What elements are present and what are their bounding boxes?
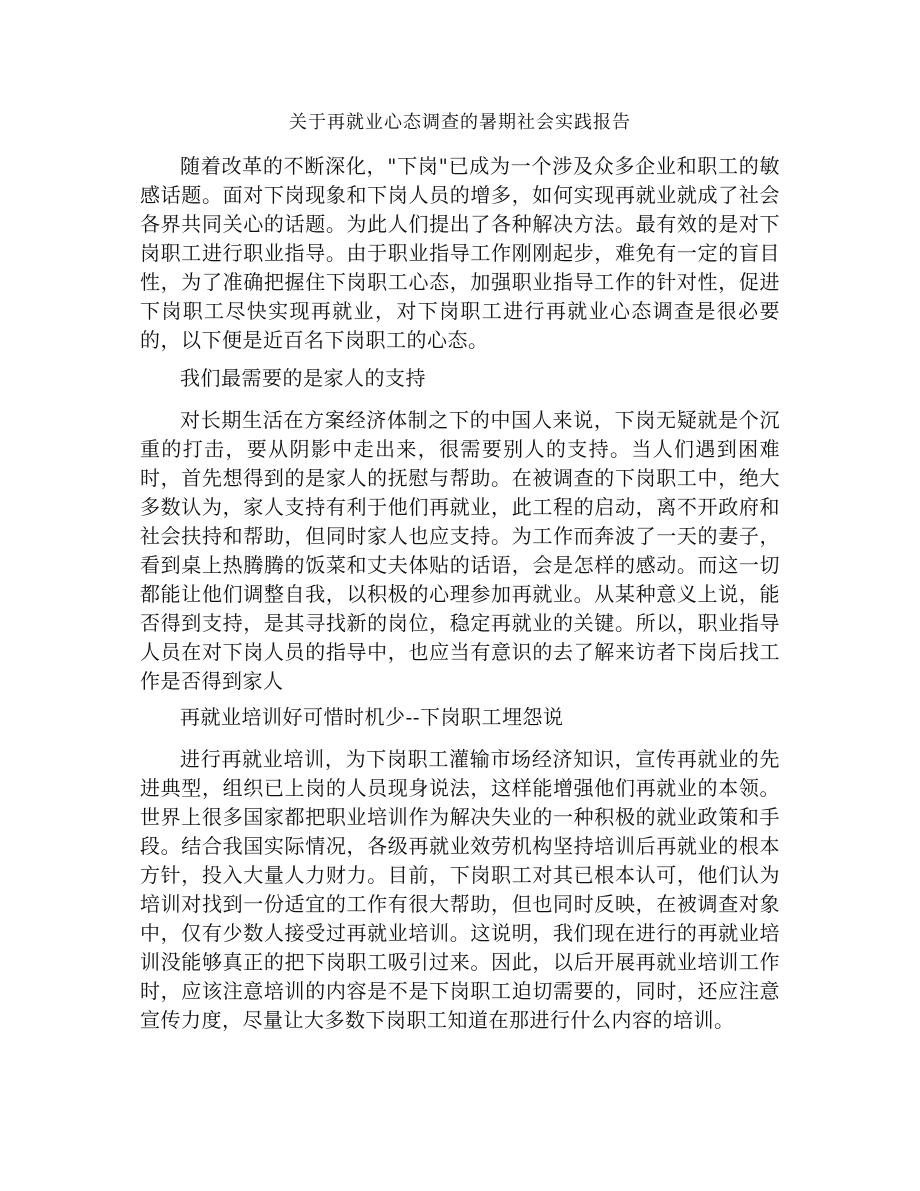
document-title: 关于再就业心态调查的暑期社会实践报告 <box>289 112 631 133</box>
training-paragraph: 进行再就业培训，为下岗职工灌输市场经济知识，宣传再就业的先进典型，组织已上岗的人员现身说法，这样能增强他们再就业的本领。世界上很多国家都把职业培训作为解决失业的一种积极的就业政策和手段。结合我国实际情况，各级再就业效劳机构坚持培训后再就业的根本方针，投入大量人力财力。目前，下岗职工对其已根本认可，他们认为培训对找到一份适宜的工作有很大帮助，但也同时反映，在被调查对象中，仅有少数人接受过再就业培训。这说明，我们现在进行的再就业培训没能够真正的把下岗职工吸引过来。因此，以后开展再就业培训工作时，应该注意培训的内容是不是下岗职工迫切需要的，同时，还应注意宣传力度，尽量让大多数下岗职工知道在那进行什么内容的培训。 <box>140 747 780 1032</box>
intro-paragraph: 随着改革的不断深化，"下岗"已成为一个涉及众多企业和职工的敏感话题。面对下岗现象和下岗人员的增多，如何实现再就业就成了社会各界共同关心的话题。为此人们提出了各种解决方法。最有效的是对下岗职工进行职业指导。由于职业指导工作刚刚起步，难免有一定的盲目性，为了准确把握住下岗职工心态，加强职业指导工作的针对性，促进下岗职工尽快实现再就业，对下岗职工进行再就业心态调查是很必要的，以下便是近百名下岗职工的心态。 <box>140 154 780 352</box>
family-support-paragraph: 对长期生活在方案经济体制之下的中国人来说，下岗无疑就是个沉重的打击，要从阴影中走出来，很需要别人的支持。当人们遇到困难时，首先想得到的是家人的抚慰与帮助。在被调查的下岗职工中，绝大多数认为，家人支持有利于他们再就业，此工程的启动，离不开政府和社会扶持和帮助，但同时家人也应支持。为工作而奔波了一天的妻子，看到桌上热腾腾的饭菜和丈夫体贴的话语，会是怎样的感动。而这一切都能让他们调整自我，以积极的心理参加再就业。从某种意义上说，能否得到支持，是其寻找新的岗位，稳定再就业的关键。所以，职业指导人员在对下岗人员的指导中，也应当有意识的去了解来访者下岗后找工作是否得到家人 <box>140 408 780 693</box>
section-heading-family-support: 我们最需要的是家人的支持 <box>180 366 426 390</box>
section-heading-training: 再就业培训好可惜时机少--下岗职工埋怨说 <box>180 705 564 729</box>
